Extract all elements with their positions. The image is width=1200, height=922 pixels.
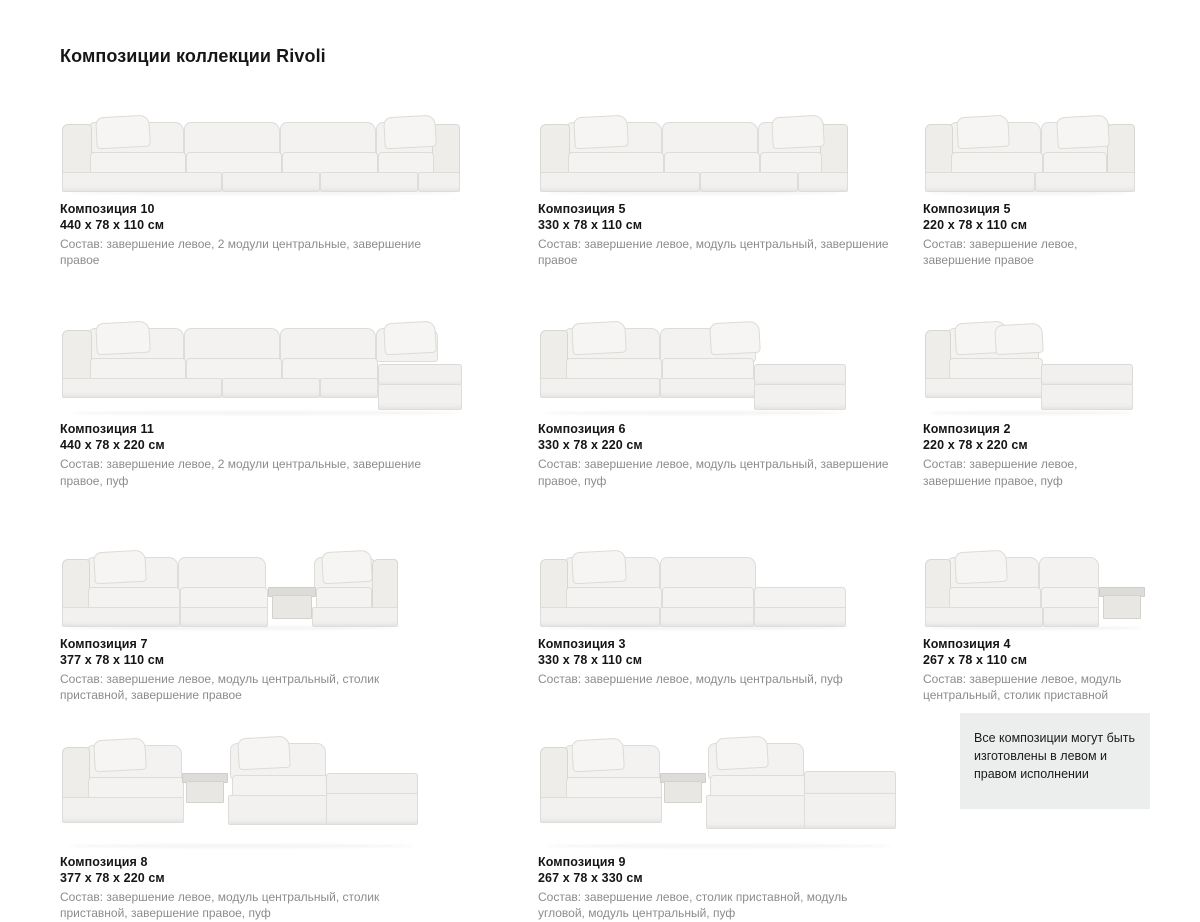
grid-row — [60, 84, 1150, 268]
page-title: Композиции коллекции Rivoli — [60, 46, 326, 66]
composition-card-10[interactable] — [60, 84, 538, 268]
composition-dimensions: 267 x 78 x 110 см — [923, 652, 1028, 667]
composition-description: Состав: завершение левое, 2 модули центральные, завершение правое — [60, 237, 421, 268]
composition-name: Композиция 2 — [923, 422, 1011, 437]
composition-name: Композиция 3 — [538, 636, 626, 651]
composition-dimensions: 440 x 78 x 110 см — [60, 218, 165, 232]
composition-dimensions: 330 x 78 x 110 см — [538, 652, 643, 667]
composition-dimensions: 377 x 78 x 110 см — [60, 652, 165, 667]
sofa-illustration-2 — [923, 304, 1130, 412]
composition-card-8[interactable] — [60, 733, 538, 921]
composition-dimensions: 377 x 78 x 220 см — [60, 871, 165, 886]
composition-name: Композиция 5 — [538, 202, 626, 216]
composition-description: Состав: завершение левое, модуль центральный, столик приставной, завершение правое, пуф — [60, 890, 380, 921]
composition-dimensions: 220 x 78 x 220 см — [923, 438, 1028, 453]
composition-card-6[interactable] — [538, 304, 923, 488]
composition-name: Композиция 10 — [60, 202, 155, 216]
composition-description: Состав: завершение левое, модуль центральный, завершение правое, пуф — [538, 457, 889, 488]
sofa-illustration-6 — [538, 304, 903, 412]
composition-card-4[interactable] — [923, 519, 1150, 703]
sofa-illustration-4 — [923, 519, 1130, 627]
sofa-illustration-3 — [538, 519, 903, 627]
sofa-illustration-11 — [60, 304, 518, 412]
composition-name: Композиция 7 — [60, 636, 148, 651]
composition-dimensions: 330 x 78 x 110 см — [538, 218, 643, 232]
composition-name: Композиция 6 — [538, 422, 626, 437]
composition-name: Композиция 4 — [923, 636, 1011, 651]
composition-card-5a[interactable] — [538, 84, 923, 268]
composition-description: Состав: завершение левое, модуль центральный, пуф — [538, 671, 843, 686]
composition-description: Состав: завершение левое, модуль центральный, завершение правое — [538, 237, 889, 268]
grid-row — [60, 304, 1150, 488]
composition-name: Композиция 11 — [60, 422, 154, 437]
composition-description: Состав: завершение левое, столик приставной, модуль угловой, модуль центральный, пуф — [538, 890, 848, 921]
sofa-illustration-8 — [60, 733, 518, 845]
composition-description: Состав: завершение левое, модуль центральный, столик приставной — [923, 671, 1122, 702]
composition-card-5b[interactable] — [923, 84, 1150, 268]
composition-description: Состав: завершение левое, завершение правое, пуф — [923, 457, 1078, 488]
composition-dimensions: 267 x 78 x 330 см — [538, 871, 643, 886]
composition-card-11[interactable] — [60, 304, 538, 488]
composition-card-3[interactable] — [538, 519, 923, 703]
composition-card-7[interactable] — [60, 519, 538, 703]
sofa-illustration-7 — [60, 519, 518, 627]
composition-dimensions: 440 x 78 x 220 см — [60, 438, 165, 453]
composition-description: Состав: завершение левое, 2 модули центральные, завершение правое, пуф — [60, 457, 421, 488]
composition-dimensions: 220 x 78 x 110 см — [923, 218, 1028, 232]
composition-card-2[interactable] — [923, 304, 1150, 488]
sofa-illustration-10 — [60, 84, 518, 192]
composition-dimensions: 330 x 78 x 220 см — [538, 438, 643, 453]
sofa-illustration-9 — [538, 733, 903, 845]
composition-name: Композиция 5 — [923, 202, 1011, 216]
grid-row — [60, 519, 1150, 703]
composition-description: Состав: завершение левое, модуль центральный, столик приставной, завершение правое — [60, 671, 380, 702]
composition-card-9[interactable] — [538, 733, 923, 921]
info-note: Все композиции могут быть изготовлены в левом и правом исполнении — [960, 713, 1150, 809]
sofa-illustration-5b — [923, 84, 1130, 192]
composition-description: Состав: завершение левое, завершение правое — [923, 237, 1078, 268]
composition-name: Композиция 9 — [538, 855, 626, 870]
sofa-illustration-5a — [538, 84, 903, 192]
composition-name: Композиция 8 — [60, 855, 148, 870]
